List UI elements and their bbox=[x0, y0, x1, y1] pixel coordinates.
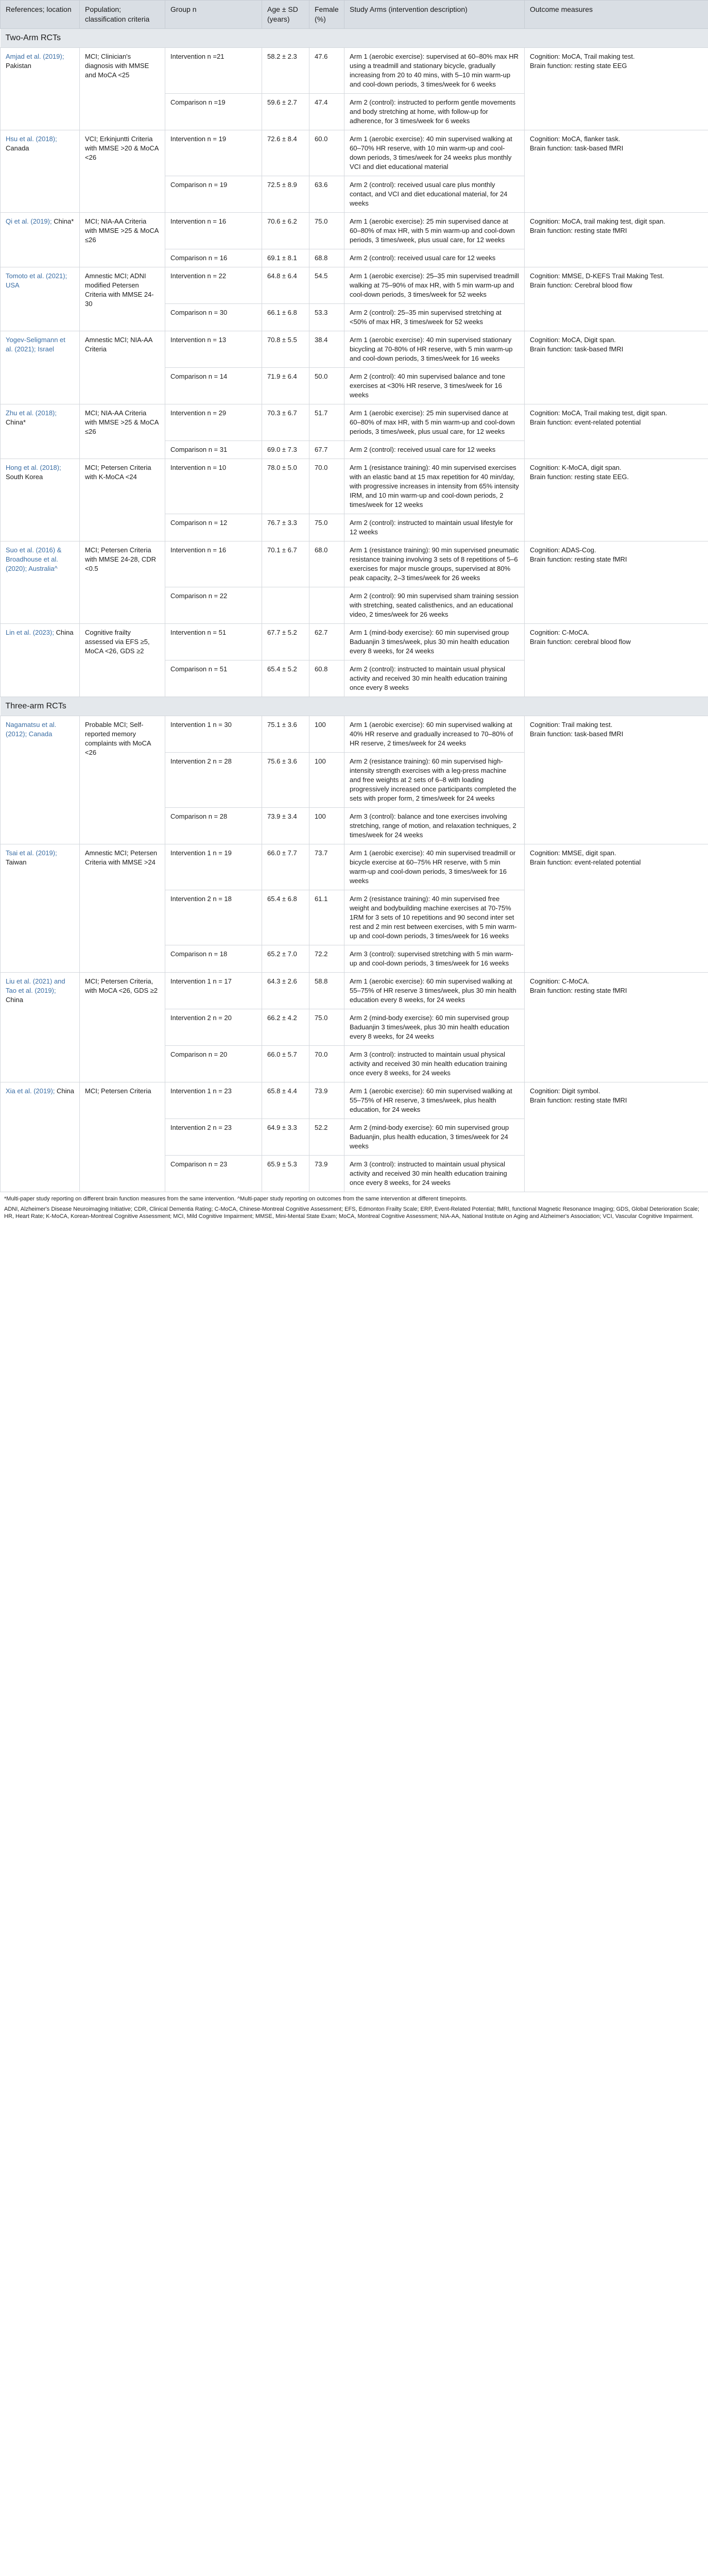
arm-description-cell: Arm 1 (aerobic exercise): 40 min supervised treadmill or bicycle exercise at 60–75% HR reserve, with 5 min warm-up and cool-down periods, 3 times/week for 16 weeks bbox=[344, 844, 525, 890]
outcome-cell: Cognition: ADAS-Cog. Brain function: resting state fMRI bbox=[525, 541, 708, 624]
table-row bbox=[1, 459, 708, 514]
table-row bbox=[1, 267, 708, 304]
reference-link[interactable]: Tsai et al. (2019); bbox=[6, 849, 57, 857]
arm-description-cell: Arm 2 (control): 40 min supervised balance and tone exercises at <30% HR reserve, 3 times/week for 16 weeks bbox=[344, 368, 525, 404]
table-row bbox=[1, 404, 708, 441]
group-cell: Intervention n = 16 bbox=[165, 541, 262, 587]
arm-description-cell: Arm 3 (control): instructed to maintain usual physical activity and received 30 min health education training once every 8 weeks, for 24 weeks bbox=[344, 1156, 525, 1192]
population-cell: MCI; NIA-AA Criteria with MMSE >25 & MoCA ≤26 bbox=[80, 404, 165, 459]
population-cell: MCI; Petersen Criteria bbox=[80, 1082, 165, 1192]
age-cell: 59.6 ± 2.7 bbox=[262, 94, 309, 130]
age-cell: 65.4 ± 5.2 bbox=[262, 660, 309, 697]
header-references: References; location bbox=[1, 1, 80, 29]
age-cell: 65.9 ± 5.3 bbox=[262, 1156, 309, 1192]
header-population: Population; classification criteria bbox=[80, 1, 165, 29]
table-row bbox=[1, 48, 708, 94]
female-cell: 70.0 bbox=[309, 459, 344, 514]
group-cell: Comparison n = 31 bbox=[165, 441, 262, 459]
reference-link[interactable]: Suo et al. (2016) & Broadhouse et al. (2020); Australia^ bbox=[6, 546, 62, 572]
arm-description-cell: Arm 2 (control): received usual care for 12 weeks bbox=[344, 249, 525, 267]
group-cell: Intervention n = 10 bbox=[165, 459, 262, 514]
outcome-cell: Cognition: MMSE, D-KEFS Trail Making Test. Brain function: Cerebral blood flow bbox=[525, 267, 708, 331]
age-cell: 58.2 ± 2.3 bbox=[262, 48, 309, 94]
arm-description-cell: Arm 2 (mind-body exercise): 60 min supervised group Baduanjin, plus health education, 3 times/week for 24 weeks bbox=[344, 1119, 525, 1156]
arm-description-cell: Arm 1 (mind-body exercise): 60 min supervised group Baduanjin 3 times/week, plus 30 min health education every 8 weeks, for 24 weeks bbox=[344, 624, 525, 660]
header-outcomes: Outcome measures bbox=[525, 1, 708, 29]
population-cell: MCI; NIA-AA Criteria with MMSE >25 & MoCA ≤26 bbox=[80, 213, 165, 267]
reference-cell bbox=[1, 541, 80, 624]
population-cell: MCI; Petersen Criteria, with MoCA <26, GDS ≥2 bbox=[80, 973, 165, 1082]
group-cell: Comparison n = 18 bbox=[165, 945, 262, 973]
age-cell: 66.0 ± 7.7 bbox=[262, 844, 309, 890]
female-cell: 100 bbox=[309, 716, 344, 753]
group-cell: Comparison n = 28 bbox=[165, 808, 262, 844]
female-cell: 70.0 bbox=[309, 1046, 344, 1082]
group-cell: Comparison n = 12 bbox=[165, 514, 262, 541]
population-cell: Probable MCI; Self-reported memory complaints with MoCA <26 bbox=[80, 716, 165, 844]
group-cell: Comparison n = 22 bbox=[165, 587, 262, 624]
group-cell: Intervention 2 n = 18 bbox=[165, 890, 262, 945]
location-text: Canada bbox=[6, 144, 29, 152]
arm-description-cell: Arm 1 (aerobic exercise): 60 min supervised walking at 40% HR reserve and gradually increased to 70–80% of HR reserve, 2 times/week for 24 weeks bbox=[344, 716, 525, 753]
female-cell: 75.0 bbox=[309, 1009, 344, 1046]
group-cell: Comparison n = 14 bbox=[165, 368, 262, 404]
footnote-multipaper: *Multi-paper study reporting on different brain function measures from the same intervention. ^Multi-paper study reporting on outcomes from the same intervention at different timepoints. bbox=[4, 1196, 468, 1202]
female-cell: 100 bbox=[309, 808, 344, 844]
age-cell: 73.9 ± 3.4 bbox=[262, 808, 309, 844]
reference-cell bbox=[1, 844, 80, 973]
group-cell: Intervention 2 n = 23 bbox=[165, 1119, 262, 1156]
outcome-cell: Cognition: MoCA, Trail making test. Brain function: resting state EEG bbox=[525, 48, 708, 130]
table-row bbox=[1, 624, 708, 660]
outcome-cell: Cognition: MoCA, flanker task. Brain function: task-based fMRI bbox=[525, 130, 708, 213]
section-row bbox=[1, 697, 708, 716]
age-cell: 70.3 ± 6.7 bbox=[262, 404, 309, 441]
table-body bbox=[1, 29, 708, 1192]
arm-description-cell: Arm 1 (resistance training): 90 min supervised pneumatic resistance training involving 3 sets of 8 repetitions of 5–6 exercises for major muscle groups, supervised at 80% peak capacity, 2–3 times/week for 26 weeks bbox=[344, 541, 525, 587]
outcome-cell: Cognition: MMSE, digit span. Brain function: event-related potential bbox=[525, 844, 708, 973]
age-cell: 71.9 ± 6.4 bbox=[262, 368, 309, 404]
female-cell: 50.0 bbox=[309, 368, 344, 404]
reference-link[interactable]: Amjad et al. (2019); bbox=[6, 53, 64, 60]
footnote-abbreviations: ADNI, Alzheimer's Disease Neuroimaging Initiative; CDR, Clinical Dementia Rating; C-MoCA, Chinese-Montreal Cognitive Assessment; EFS, Edmonton Frailty Scale; ERP, Event-Related Potential; fMRI, functional Magnetic Resonance Imaging; GDS, Global Deterioration Scale; HR, Heart Rate; K-MoCA, Korean-Montreal Cognitive Assessment; MCI, Mild Cognitive Impairment; MMSE, Mini-Mental State Exam; MoCA, Montreal Cognitive Assessment; NIA-AA, National Institute on Aging and Alzheimer's Association; VCI, Vascular Cognitive Impairment. bbox=[4, 1206, 699, 1219]
header-group: Group n bbox=[165, 1, 262, 29]
location-text: China bbox=[57, 1087, 74, 1095]
reference-cell bbox=[1, 213, 80, 267]
age-cell: 65.2 ± 7.0 bbox=[262, 945, 309, 973]
age-cell: 65.8 ± 4.4 bbox=[262, 1082, 309, 1119]
female-cell: 38.4 bbox=[309, 331, 344, 368]
table-row bbox=[1, 213, 708, 249]
age-cell: 78.0 ± 5.0 bbox=[262, 459, 309, 514]
outcome-cell: Cognition: MoCA, Trail making test, digit span. Brain function: event-related potential bbox=[525, 404, 708, 459]
age-cell: 70.6 ± 6.2 bbox=[262, 213, 309, 249]
section-title: Two-Arm RCTs bbox=[1, 29, 708, 48]
group-cell: Comparison n = 23 bbox=[165, 1156, 262, 1192]
population-cell: Amnestic MCI; Petersen Criteria with MMSE >24 bbox=[80, 844, 165, 973]
location-text: South Korea bbox=[6, 473, 43, 481]
outcome-cell: Cognition: MoCA, Digit span. Brain function: task-based fMRI bbox=[525, 331, 708, 404]
group-cell: Intervention 2 n = 28 bbox=[165, 753, 262, 808]
table-row bbox=[1, 130, 708, 176]
arm-description-cell: Arm 2 (control): 90 min supervised sham training session with stretching, seated calisthenics, and an educational video, 2 times/week for 26 weeks bbox=[344, 587, 525, 624]
table-row bbox=[1, 331, 708, 368]
female-cell: 53.3 bbox=[309, 304, 344, 331]
arm-description-cell: Arm 2 (control): instructed to maintain usual lifestyle for 12 weeks bbox=[344, 514, 525, 541]
group-cell: Comparison n = 19 bbox=[165, 176, 262, 213]
age-cell: 66.0 ± 5.7 bbox=[262, 1046, 309, 1082]
population-cell: Amnestic MCI; NIA-AA Criteria bbox=[80, 331, 165, 404]
female-cell: 58.8 bbox=[309, 973, 344, 1009]
table-row bbox=[1, 1082, 708, 1119]
group-cell: Intervention 1 n = 23 bbox=[165, 1082, 262, 1119]
outcome-cell: Cognition: C-MoCA. Brain function: cerebral blood flow bbox=[525, 624, 708, 697]
age-cell: 69.1 ± 8.1 bbox=[262, 249, 309, 267]
group-cell: Comparison n =19 bbox=[165, 94, 262, 130]
age-cell: 69.0 ± 7.3 bbox=[262, 441, 309, 459]
age-cell: 66.1 ± 6.8 bbox=[262, 304, 309, 331]
reference-cell bbox=[1, 1082, 80, 1192]
age-cell: 64.3 ± 2.6 bbox=[262, 973, 309, 1009]
study-table bbox=[0, 0, 708, 1192]
reference-cell bbox=[1, 331, 80, 404]
header-study-arms: Study Arms (intervention description) bbox=[344, 1, 525, 29]
population-cell: VCI; Erkinjuntti Criteria with MMSE >20 & MoCA <26 bbox=[80, 130, 165, 213]
group-cell: Intervention n = 29 bbox=[165, 404, 262, 441]
female-cell: 68.8 bbox=[309, 249, 344, 267]
age-cell: 72.6 ± 8.4 bbox=[262, 130, 309, 176]
group-cell: Intervention n = 51 bbox=[165, 624, 262, 660]
arm-description-cell: Arm 1 (aerobic exercise): supervised at 60–80% max HR using a treadmill and stationary bicycle, gradually increasing from 20 to 40 mins, with 5–10 min warm-up and cool-down periods, 3 times/week for 6 weeks bbox=[344, 48, 525, 94]
group-cell: Intervention 1 n = 19 bbox=[165, 844, 262, 890]
location-text: Taiwan bbox=[6, 858, 27, 866]
population-cell: Cognitive frailty assessed via EFS ≥5, MoCA <26, GDS ≥2 bbox=[80, 624, 165, 697]
reference-link[interactable]: Tomoto et al. (2021); USA bbox=[6, 272, 67, 289]
arm-description-cell: Arm 3 (control): supervised stretching with 5 min warm-up and cool-down periods, 3 times/week for 16 weeks bbox=[344, 945, 525, 973]
location-text: China bbox=[6, 996, 23, 1004]
arm-description-cell: Arm 2 (resistance training): 40 min supervised free weight and bodybuilding machine exercises at 70-75% 1RM for 3 sets of 10 repetitions and 90 second inter set rest and 2 min rest between exercises, with 5 min warm-up and cool-down periods, 3 times/week for 16 weeks bbox=[344, 890, 525, 945]
age-cell: 70.8 ± 5.5 bbox=[262, 331, 309, 368]
age-cell: 64.9 ± 3.3 bbox=[262, 1119, 309, 1156]
female-cell: 47.6 bbox=[309, 48, 344, 94]
female-cell: 68.0 bbox=[309, 541, 344, 587]
arm-description-cell: Arm 2 (control): received usual care for 12 weeks bbox=[344, 441, 525, 459]
group-cell: Intervention 1 n = 17 bbox=[165, 973, 262, 1009]
reference-cell bbox=[1, 624, 80, 697]
age-cell: 66.2 ± 4.2 bbox=[262, 1009, 309, 1046]
female-cell: 52.2 bbox=[309, 1119, 344, 1156]
age-cell: 67.7 ± 5.2 bbox=[262, 624, 309, 660]
population-cell: MCI; Petersen Criteria with K-MoCA <24 bbox=[80, 459, 165, 541]
age-cell: 65.4 ± 6.8 bbox=[262, 890, 309, 945]
group-cell: Intervention 1 n = 30 bbox=[165, 716, 262, 753]
arm-description-cell: Arm 2 (control): instructed to perform gentle movements and body stretching at home, with follow-up for adherence, for 3 times/week for 6 weeks bbox=[344, 94, 525, 130]
reference-link[interactable]: Hong et al. (2018); bbox=[6, 464, 61, 471]
arm-description-cell: Arm 3 (control): instructed to maintain usual physical activity and received 30 min health education training once every 8 weeks, for 24 weeks bbox=[344, 1046, 525, 1082]
table-row bbox=[1, 844, 708, 890]
age-cell: 76.7 ± 3.3 bbox=[262, 514, 309, 541]
reference-link[interactable]: Xia et al. (2019); bbox=[6, 1087, 55, 1095]
table-row bbox=[1, 716, 708, 753]
header-row bbox=[1, 1, 708, 29]
arm-description-cell: Arm 2 (mind-body exercise): 60 min supervised group Baduanjin 3 times/week, plus 30 min health education every 8 weeks, for 24 weeks bbox=[344, 1009, 525, 1046]
table-row bbox=[1, 973, 708, 1009]
arm-description-cell: Arm 1 (aerobic exercise): 60 min supervised walking at 55–75% of HR reserve 3 times/week, plus 30 min health education every 8 weeks, for 24 weeks bbox=[344, 973, 525, 1009]
female-cell: 75.0 bbox=[309, 514, 344, 541]
female-cell: 73.9 bbox=[309, 1156, 344, 1192]
female-cell: 100 bbox=[309, 753, 344, 808]
group-cell: Comparison n = 20 bbox=[165, 1046, 262, 1082]
reference-link[interactable]: Hsu et al. (2018); bbox=[6, 135, 57, 143]
study-table-container bbox=[0, 0, 708, 1220]
reference-cell bbox=[1, 973, 80, 1082]
female-cell: 47.4 bbox=[309, 94, 344, 130]
reference-cell bbox=[1, 716, 80, 844]
arm-description-cell: Arm 2 (resistance training): 60 min supervised high-intensity strength exercises with a leg-press machine and free weights at 2 sets of 6–8 with loading progressively increased once participants completed the sets with proper form, 2 times/week for 24 weeks bbox=[344, 753, 525, 808]
outcome-cell: Cognition: MoCA, trail making test, digit span. Brain function: resting state fMRI bbox=[525, 213, 708, 267]
female-cell: 73.9 bbox=[309, 1082, 344, 1119]
outcome-cell: Cognition: Trail making test. Brain function: task-based fMRI bbox=[525, 716, 708, 844]
population-cell: Amnestic MCI; ADNI modified Petersen Criteria with MMSE 24-30 bbox=[80, 267, 165, 331]
group-cell: Intervention n = 19 bbox=[165, 130, 262, 176]
reference-cell bbox=[1, 130, 80, 213]
female-cell bbox=[309, 587, 344, 624]
header-female: Female (%) bbox=[309, 1, 344, 29]
age-cell: 72.5 ± 8.9 bbox=[262, 176, 309, 213]
arm-description-cell: Arm 1 (aerobic exercise): 25 min supervised dance at 60–80% of max HR, with 5 min warm-up and cool-down periods, 3 times/week, plus usual care, for 12 weeks bbox=[344, 404, 525, 441]
group-cell: Intervention 2 n = 20 bbox=[165, 1009, 262, 1046]
arm-description-cell: Arm 1 (aerobic exercise): 40 min supervised stationary bicycling at 70-80% of HR reserve, with 5 min warm-up and cool-down periods, 3 times/week for 16 weeks bbox=[344, 331, 525, 368]
outcome-cell: Cognition: C-MoCA. Brain function: resting state fMRI bbox=[525, 973, 708, 1082]
female-cell: 62.7 bbox=[309, 624, 344, 660]
reference-cell bbox=[1, 267, 80, 331]
outcome-cell: Cognition: K-MoCA, digit span. Brain function: resting state EEG. bbox=[525, 459, 708, 541]
reference-link[interactable]: Liu et al. (2021) and Tao et al. (2019); bbox=[6, 977, 65, 994]
group-cell: Intervention n = 16 bbox=[165, 213, 262, 249]
reference-cell bbox=[1, 404, 80, 459]
age-cell: 64.8 ± 6.4 bbox=[262, 267, 309, 304]
population-cell: MCI; Petersen Criteria with MMSE 24-28, CDR <0.5 bbox=[80, 541, 165, 624]
arm-description-cell: Arm 1 (aerobic exercise): 25–35 min supervised treadmill walking at 75–90% of max HR, with 5 min warm-up and cool-down periods, 3 times/week for 52 weeks bbox=[344, 267, 525, 304]
arm-description-cell: Arm 1 (resistance training): 40 min supervised exercises with an elastic band at 15 max repetition for 40 min/day, with progressive increases in intensity from 65% intensity IRM, and 10 min warm-up and cool-down periods, 2 times/week for 12 weeks bbox=[344, 459, 525, 514]
reference-cell bbox=[1, 48, 80, 130]
arm-description-cell: Arm 2 (control): received usual care plus monthly contact, and VCI and diet educational material, for 24 weeks bbox=[344, 176, 525, 213]
arm-description-cell: Arm 1 (aerobic exercise): 40 min supervised walking at 60–70% HR reserve, with 10 min warm-up and cool-down periods, 3 times/week for 24 weeks plus monthly VCI and diet educational material bbox=[344, 130, 525, 176]
outcome-cell: Cognition: Digit symbol. Brain function: resting state fMRI bbox=[525, 1082, 708, 1192]
reference-link[interactable]: Lin et al. (2023); bbox=[6, 629, 54, 636]
reference-link[interactable]: Qi et al. (2019); bbox=[6, 217, 52, 225]
age-cell: 75.1 ± 3.6 bbox=[262, 716, 309, 753]
group-cell: Intervention n =21 bbox=[165, 48, 262, 94]
group-cell: Comparison n = 30 bbox=[165, 304, 262, 331]
group-cell: Comparison n = 51 bbox=[165, 660, 262, 697]
group-cell: Comparison n = 16 bbox=[165, 249, 262, 267]
arm-description-cell: Arm 1 (aerobic exercise): 60 min supervised walking at 55–75% of HR reserve, 3 times/week, plus health education, for 24 weeks bbox=[344, 1082, 525, 1119]
reference-link[interactable]: Yogev-Seligmann et al. (2021); Israel bbox=[6, 336, 65, 353]
location-text: China* bbox=[54, 217, 74, 225]
arm-description-cell: Arm 1 (aerobic exercise): 25 min supervised dance at 60–80% of max HR, with 5 min warm-up and cool-down periods, 3 times/week, plus usual care, for 12 weeks bbox=[344, 213, 525, 249]
age-cell: 75.6 ± 3.6 bbox=[262, 753, 309, 808]
group-cell: Intervention n = 22 bbox=[165, 267, 262, 304]
section-row bbox=[1, 29, 708, 48]
population-cell: MCI; Clinician's diagnosis with MMSE and MoCA <25 bbox=[80, 48, 165, 130]
female-cell: 67.7 bbox=[309, 441, 344, 459]
female-cell: 75.0 bbox=[309, 213, 344, 249]
arm-description-cell: Arm 3 (control): balance and tone exercises involving stretching, range of motion, and relaxation techniques, 2 times/week for 24 weeks bbox=[344, 808, 525, 844]
location-text: China bbox=[56, 629, 74, 636]
section-title: Three-arm RCTs bbox=[1, 697, 708, 716]
arm-description-cell: Arm 2 (control): instructed to maintain usual physical activity and received 30 min health education training once every 8 weeks bbox=[344, 660, 525, 697]
female-cell: 61.1 bbox=[309, 890, 344, 945]
female-cell: 51.7 bbox=[309, 404, 344, 441]
table-row bbox=[1, 541, 708, 587]
female-cell: 60.8 bbox=[309, 660, 344, 697]
female-cell: 54.5 bbox=[309, 267, 344, 304]
reference-cell bbox=[1, 459, 80, 541]
location-text: China* bbox=[6, 418, 26, 426]
female-cell: 60.0 bbox=[309, 130, 344, 176]
female-cell: 63.6 bbox=[309, 176, 344, 213]
arm-description-cell: Arm 2 (control): 25–35 min supervised stretching at <50% of max HR, 3 times/week for 52 weeks bbox=[344, 304, 525, 331]
female-cell: 72.2 bbox=[309, 945, 344, 973]
location-text: Pakistan bbox=[6, 62, 31, 70]
age-cell: 70.1 ± 6.7 bbox=[262, 541, 309, 587]
reference-link[interactable]: Nagamatsu et al. (2012); Canada bbox=[6, 721, 57, 738]
header-age: Age ± SD (years) bbox=[262, 1, 309, 29]
group-cell: Intervention n = 13 bbox=[165, 331, 262, 368]
reference-link[interactable]: Zhu et al. (2018); bbox=[6, 409, 57, 417]
female-cell: 73.7 bbox=[309, 844, 344, 890]
age-cell bbox=[262, 587, 309, 624]
